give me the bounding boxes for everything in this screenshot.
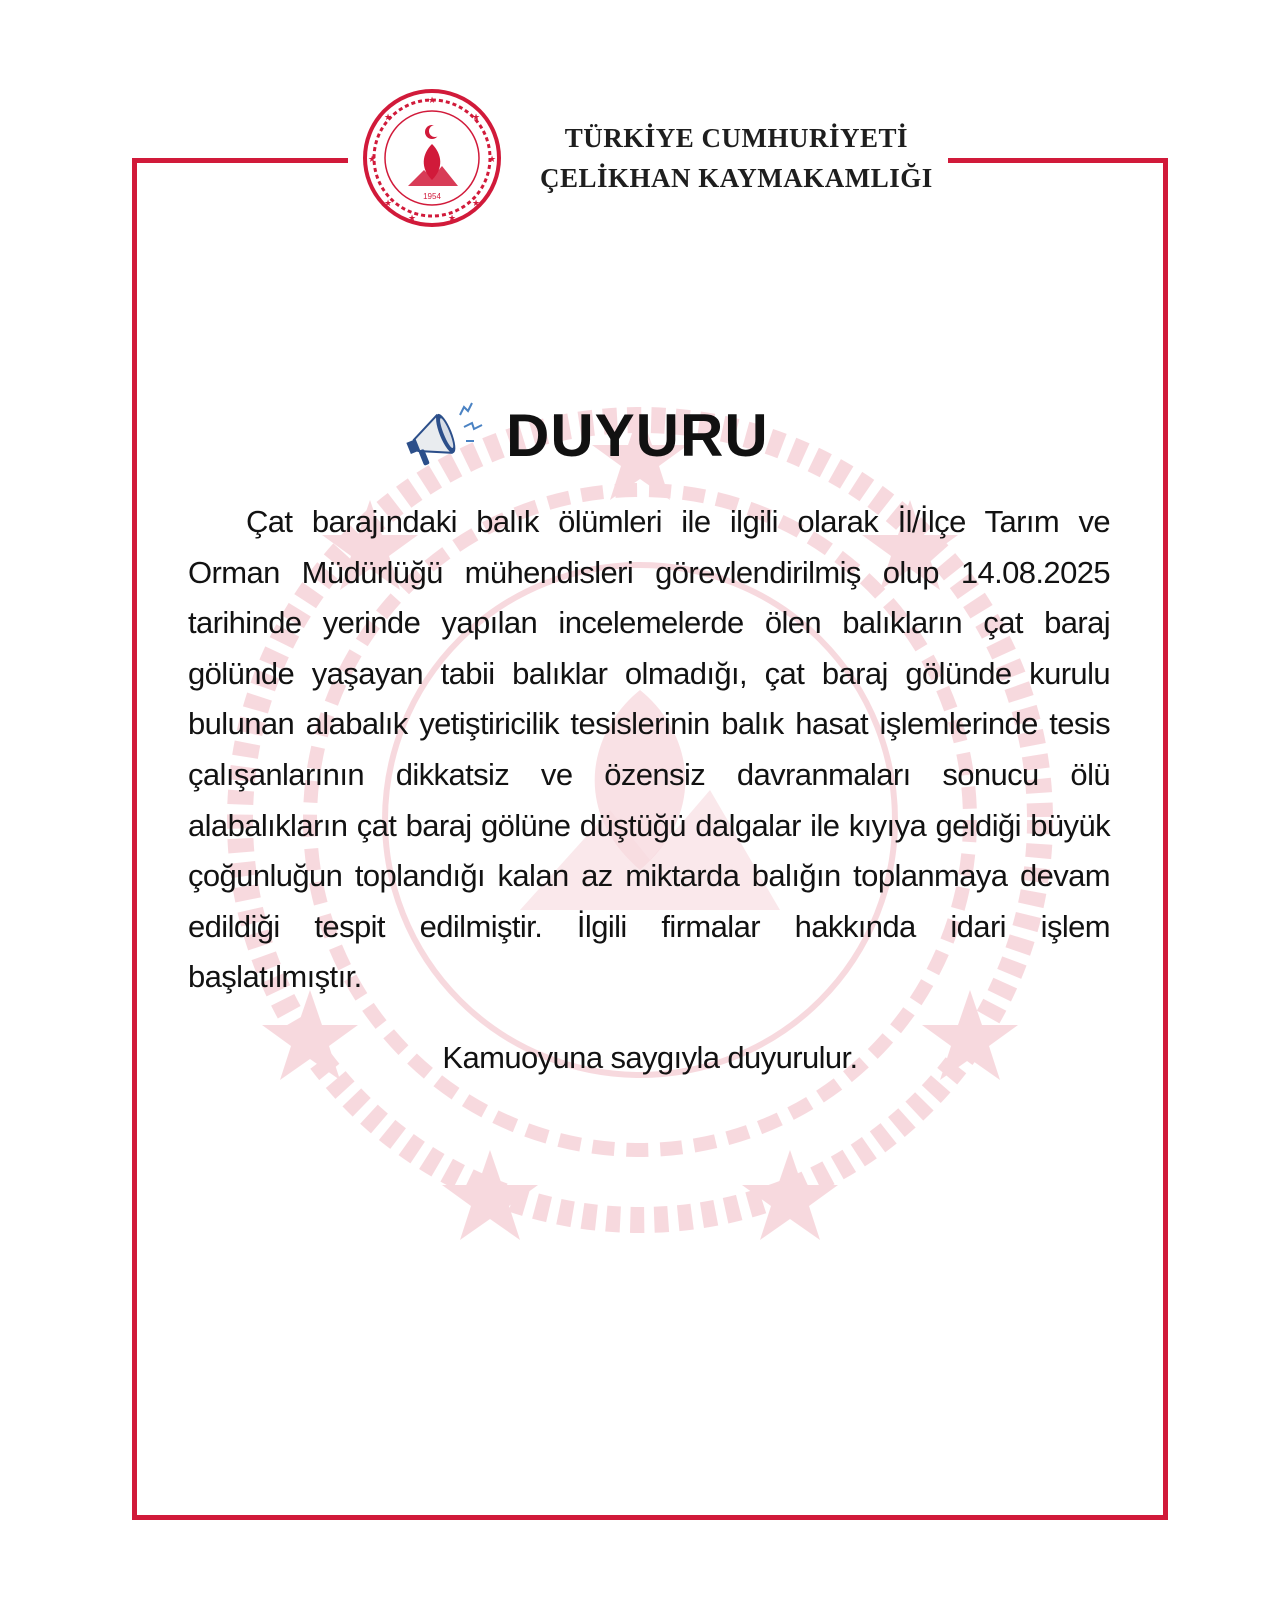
announcement-body: Çat barajındaki balık ölümleri ile ilgili olarak İl/İlçe Tarım ve Orman Müdürlüğü mühendisleri görevlendirilmiş olup 14.08.2025 tarihinde yerinde yapılan incelemelerde ölen balıkların çat baraj gölünde yaşayan tabii balıklar olmadığı, çat baraj gölünde kurulu bulunan alabalık yetiştiricilik tesislerinin balık hasat işlemlerinde tesis çalışanlarının dikkatsiz ve özensiz davranmaları sonucu ölü alabalıkların çat baraj gölüne düştüğü dalgalar ile kıyıya geldiği büyük çoğunluğun toplandığı kalan az miktarda balığın toplanmaya devam edildiği tespit edilmiştir. İlgili firmalar hakkında idari işlem başlatılmıştır. <box>188 504 1110 995</box>
svg-text:★: ★ <box>367 154 377 164</box>
emblem-seal-icon <box>362 88 502 228</box>
svg-text:★: ★ <box>383 198 393 208</box>
svg-text:★: ★ <box>427 95 437 105</box>
svg-text:★: ★ <box>407 213 417 223</box>
svg-text:★: ★ <box>447 213 457 223</box>
header <box>362 88 933 228</box>
svg-text:★: ★ <box>471 198 481 208</box>
announcement-title: DUYURU <box>506 401 769 469</box>
institution-title-line1: TÜRKİYE CUMHURİYETİ <box>564 123 909 153</box>
megaphone-icon <box>400 397 484 473</box>
svg-text:★: ★ <box>383 112 393 122</box>
svg-text:1954: 1954 <box>423 192 441 201</box>
svg-text:★: ★ <box>471 112 481 122</box>
svg-text:★: ★ <box>487 154 497 164</box>
announcement-closing: Kamuoyuna saygıyla duyurulur. <box>442 1040 858 1075</box>
institution-title <box>540 118 933 198</box>
announcement-heading <box>400 395 769 475</box>
institution-title-line2: ÇELİKHAN KAYMAKAMLIĞI <box>540 163 933 193</box>
